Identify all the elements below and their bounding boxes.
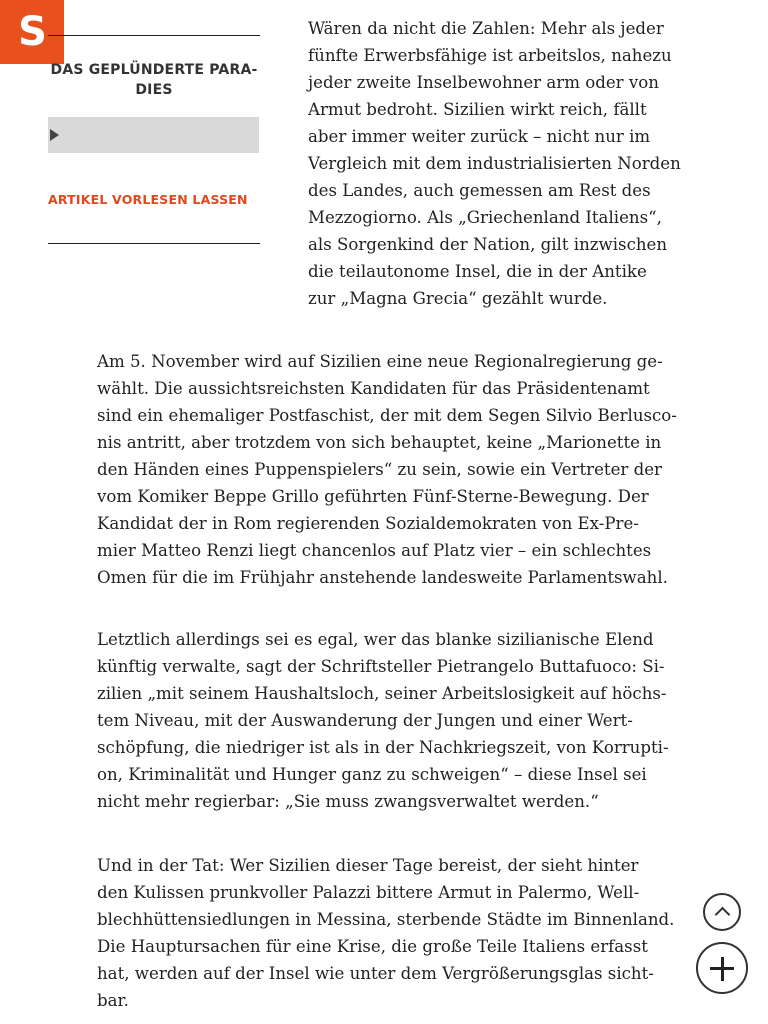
paragraph-line: künftig verwalte, sagt der Schriftsteller Pietrangelo Buttafuoco: Si- [97, 657, 665, 676]
paragraph-line: vom Komiker Beppe Grillo geführten Fünf-Sterne-Bewegung. Der [97, 487, 649, 506]
paragraph-line: den Händen eines Puppenspielers“ zu sein, sowie ein Vertreter der [97, 460, 662, 479]
article-short-title-line: DIES [135, 82, 173, 98]
paragraph-line: Omen für die im Frühjahr anstehende landesweite Parlamentswahl. [97, 568, 668, 587]
paragraph-line: zur „Magna Grecia“ gezählt wurde. [308, 289, 608, 308]
paragraph-line: sind ein ehemaliger Postfaschist, der mit dem Segen Silvio Berlusco- [97, 406, 677, 425]
read-aloud-link[interactable]: ARTIKEL VORLESEN LASSEN [48, 192, 248, 207]
paragraph-line: blechhüttensiedlungen in Messina, sterbende Städte im Binnenland. [97, 910, 675, 929]
article-paragraph [97, 852, 697, 1014]
paragraph-line: tem Niveau, mit der Auswanderung der Jungen und einer Wert- [97, 711, 633, 730]
paragraph-line: die teilautonome Insel, die in der Antike [308, 262, 647, 281]
paragraph-line: wählt. Die aussichtsreichsten Kandidaten für das Präsidentenamt [97, 379, 650, 398]
paragraph-line: als Sorgenkind der Nation, gilt inzwischen [308, 235, 668, 254]
paragraph-line: on, Kriminalität und Hunger ganz zu schweigen“ – diese Insel sei [97, 765, 647, 784]
audio-player[interactable] [48, 117, 259, 153]
paragraph-line: Wären da nicht die Zahlen: Mehr als jeder [308, 19, 664, 38]
article-paragraph [97, 348, 717, 591]
chevron-up-icon [715, 907, 731, 923]
paragraph-line: Kandidat der in Rom regierenden Sozialdemokraten von Ex-Pre- [97, 514, 639, 533]
paragraph-line: bar. [97, 991, 129, 1010]
spiegel-logo[interactable]: S [0, 0, 64, 64]
paragraph-line: des Landes, auch gemessen am Rest des [308, 181, 651, 200]
paragraph-line: hat, werden auf der Insel wie unter dem Vergrößerungsglas sicht- [97, 964, 654, 983]
paragraph-line: nis antritt, aber trotzdem von sich behauptet, keine „Marionette in [97, 433, 662, 452]
paragraph-line: Am 5. November wird auf Sizilien eine neue Regionalregierung ge- [97, 352, 663, 371]
paragraph-line: Und in der Tat: Wer Sizilien dieser Tage bereist, der sieht hinter [97, 856, 639, 875]
article-short-title [48, 60, 260, 100]
paragraph-line: nicht mehr regierbar: „Sie muss zwangsverwaltet werden.“ [97, 792, 599, 811]
paragraph-line: aber immer weiter zurück – nicht nur im [308, 127, 651, 146]
article-paragraph [308, 15, 708, 312]
article-paragraph [97, 626, 717, 815]
paragraph-line: Letztlich allerdings sei es egal, wer das blanke sizilianische Elend [97, 630, 654, 649]
play-icon[interactable] [50, 129, 59, 141]
paragraph-line: schöpfung, die niedriger ist als in der Nachkriegszeit, von Korrupti- [97, 738, 669, 757]
paragraph-line: Mezzogiorno. Als „Griechenland Italiens“, [308, 208, 662, 227]
article-sidebar [48, 35, 260, 244]
paragraph-line: mier Matteo Renzi liegt chancenlos auf Platz vier – ein schlechtes [97, 541, 652, 560]
paragraph-line: fünfte Erwerbsfähige ist arbeitslos, nahezu [308, 46, 672, 65]
paragraph-line: den Kulissen prunkvoller Palazzi bittere Armut in Palermo, Well- [97, 883, 640, 902]
paragraph-line: Vergleich mit dem industrialisierten Norden [308, 154, 681, 173]
plus-icon [721, 957, 724, 981]
paragraph-line: Die Hauptursachen für eine Krise, die große Teile Italiens erfasst [97, 937, 648, 956]
paragraph-line: jeder zweite Inselbewohner arm oder von [308, 73, 659, 92]
paragraph-line: zilien „mit seinem Haushaltsloch, seiner Arbeitslosigkeit auf höchs- [97, 684, 667, 703]
scroll-to-top-button[interactable] [703, 893, 741, 931]
paragraph-line: Armut bedroht. Sizilien wirkt reich, fällt [308, 100, 647, 119]
more-options-button[interactable] [696, 942, 748, 994]
article-short-title-line: DAS GEPLÜNDERTE PARA- [50, 62, 258, 78]
